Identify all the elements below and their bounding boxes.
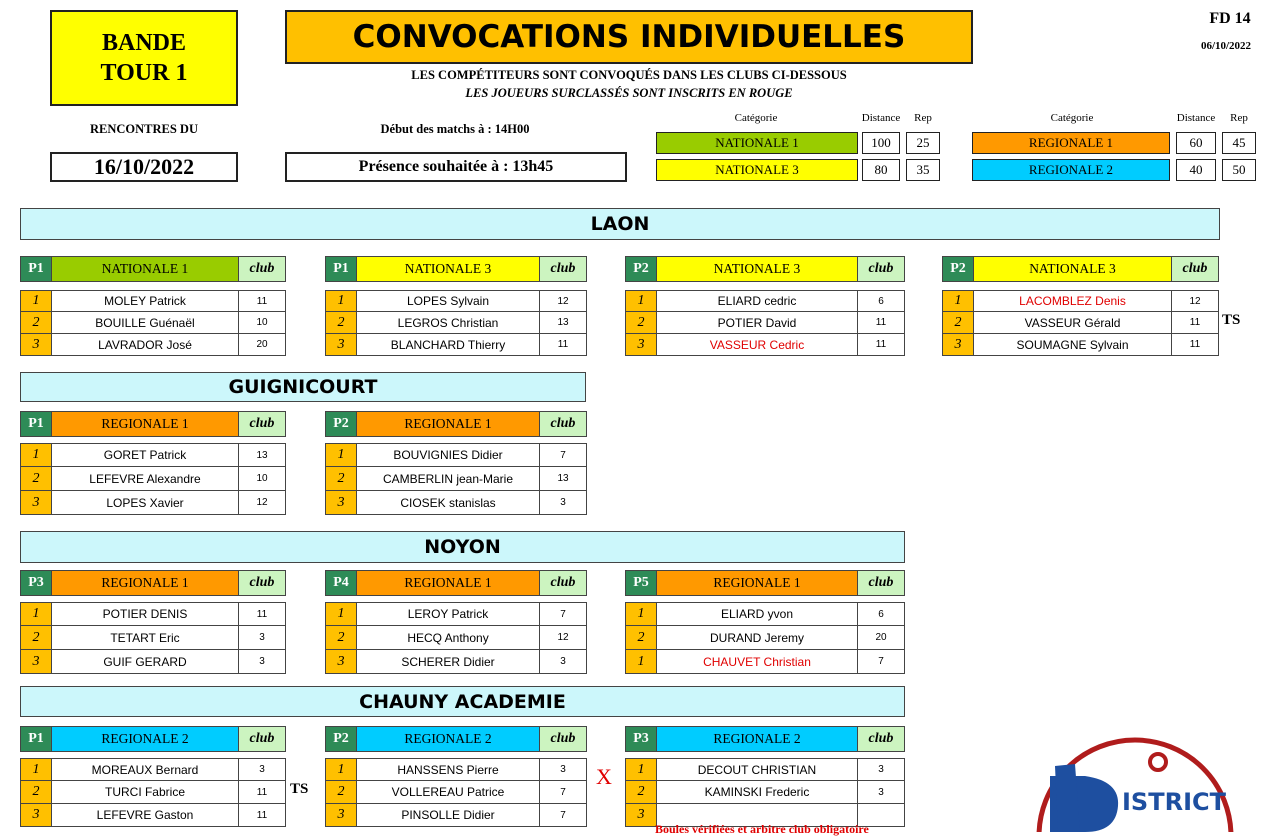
doc-date: 06/10/2022 [1200,40,1252,52]
player-rank: 2 [20,467,52,491]
poule-number: P1 [326,257,356,281]
poule-category: REGIONALE 1 [656,571,858,595]
player-rank: 1 [325,602,357,626]
player-row [625,312,905,334]
legend-header-distance: Distance [861,112,901,124]
player-club: 3 [238,650,286,674]
player-club: 11 [1171,334,1219,356]
poule-chauny-p1 [20,726,286,827]
player-name: CHAUVET Christian [657,650,857,674]
poule-category: NATIONALE 3 [656,257,858,281]
poule-header [325,726,587,752]
poule-header [625,256,905,282]
legend-regionale-1: REGIONALE 1 [972,132,1170,154]
player-row [20,443,286,467]
player-club: 7 [539,443,587,467]
poule-number: P5 [626,571,656,595]
player-club: 12 [539,626,587,650]
player-rank: 1 [20,290,52,312]
player-name: HECQ Anthony [357,626,539,650]
player-row [20,626,286,650]
player-row [625,334,905,356]
poule-category: NATIONALE 3 [973,257,1172,281]
player-rank: 3 [20,491,52,515]
poule-laon-p2-n3 [625,256,905,356]
legend-regionale-1-distance: 60 [1176,132,1216,154]
player-row [625,626,905,650]
player-row [325,626,587,650]
player-club: 10 [238,467,286,491]
subtitle-convocation: LES COMPÉTITEURS SONT CONVOQUÉS DANS LES CLUBS CI-DESSOUS [411,68,847,82]
legend-nationale-3-distance: 80 [862,159,900,181]
club-column-header: club [540,571,586,595]
player-row [325,467,587,491]
player-rank: 2 [625,626,657,650]
club-column-header: club [1172,257,1218,281]
player-rank: 3 [325,650,357,674]
player-row [325,758,587,781]
subtitle-surclasses: LES JOUEURS SURCLASSÉS SONT INSCRITS EN ROUGE [465,86,793,100]
player-rank: 3 [20,804,52,827]
player-rank: 1 [325,443,357,467]
player-rank: 2 [325,781,357,804]
player-row [20,758,286,781]
player-row [325,290,587,312]
player-rank: 3 [625,334,657,356]
player-club: 6 [857,602,905,626]
player-row [325,804,587,827]
player-rank: 2 [20,312,52,334]
poule-category: REGIONALE 1 [51,571,239,595]
player-row [625,758,905,781]
player-rank: 3 [325,491,357,515]
player-name: ELIARD cedric [657,290,857,312]
player-rank: 1 [20,758,52,781]
player-club: 11 [1171,312,1219,334]
legend-regionale-1-rep: 45 [1222,132,1256,154]
club-column-header: club [540,727,586,751]
player-rank: 1 [625,758,657,781]
club-column-header: club [540,412,586,436]
player-club: 7 [857,650,905,674]
player-club: 3 [539,491,587,515]
poule-header [20,256,286,282]
player-club: 11 [539,334,587,356]
player-rank: 2 [20,781,52,804]
poule-number: P4 [326,571,356,595]
tour-label: TOUR 1 [100,60,188,86]
venue-noyon: NOYON [20,531,905,563]
poule-guignicourt-p2 [325,411,587,515]
player-name: VOLLEREAU Patrice [357,781,539,804]
player-row [20,491,286,515]
player-name: CIOSEK stanislas [357,491,539,515]
poule-header [20,411,286,437]
player-club: 3 [539,650,587,674]
logo-text: ISTRICT [1122,788,1226,816]
player-row [625,290,905,312]
player-row [20,290,286,312]
player-rank: 1 [942,290,974,312]
bande-label: BANDE [101,30,186,56]
legend-regionale-2-rep: 50 [1222,159,1256,181]
player-rank: 1 [325,290,357,312]
debut-matchs: Début des matchs à : 14H00 [380,122,530,136]
player-name: ELIARD yvon [657,602,857,626]
player-rank: 2 [625,312,657,334]
rencontres-date: 16/10/2022 [50,152,238,182]
poule-number: P1 [21,727,51,751]
poule-category: REGIONALE 2 [51,727,239,751]
legend-nationale-3-rep: 35 [906,159,940,181]
poule-noyon-p4 [325,570,587,674]
poule-number: P1 [21,257,51,281]
venue-laon: LAON [20,208,1220,240]
player-rank: 2 [325,312,357,334]
player-rank: 2 [325,626,357,650]
player-name: LOPES Xavier [52,491,238,515]
player-row [942,312,1219,334]
player-row [325,650,587,674]
player-name: GORET Patrick [52,443,238,467]
player-club: 7 [539,781,587,804]
x-mark: X [596,764,612,789]
player-name: LEFEVRE Gaston [52,804,238,827]
player-club: 12 [1171,290,1219,312]
poule-chauny-p3 [625,726,905,827]
player-row [625,650,905,674]
club-column-header: club [239,257,285,281]
district-logo [1030,736,1240,832]
poule-category: REGIONALE 2 [656,727,858,751]
poule-number: P3 [626,727,656,751]
poule-noyon-p3 [20,570,286,674]
player-rank: 3 [625,804,657,827]
player-name: MOLEY Patrick [52,290,238,312]
legend-regionale-2: REGIONALE 2 [972,159,1170,181]
legend-nationale-3: NATIONALE 3 [656,159,858,181]
player-row [325,781,587,804]
page-title: CONVOCATIONS INDIVIDUELLES [285,10,973,64]
poule-number: P2 [626,257,656,281]
legend-nationale-1: NATIONALE 1 [656,132,858,154]
presence-souhaitee: Présence souhaitée à : 13h45 [285,152,627,182]
player-club: 10 [238,312,286,334]
player-rank: 1 [625,650,657,674]
player-club: 13 [539,312,587,334]
player-name: GUIF GERARD [52,650,238,674]
poule-header [20,726,286,752]
poule-category: REGIONALE 1 [51,412,239,436]
poule-number: P2 [326,412,356,436]
poule-noyon-p5 [625,570,905,674]
player-row [325,334,587,356]
player-row [20,334,286,356]
legend-header-distance-2: Distance [1176,112,1216,124]
player-name: LAVRADOR José [52,334,238,356]
player-club: 11 [857,334,905,356]
player-club: 13 [539,467,587,491]
player-club: 11 [238,804,286,827]
venue-chauny-academie: CHAUNY ACADEMIE [20,686,905,717]
poule-header [625,570,905,596]
poule-number: P2 [943,257,973,281]
club-column-header: club [858,257,904,281]
player-name: BOUVIGNIES Didier [357,443,539,467]
legend-nationale-1-rep: 25 [906,132,940,154]
player-club: 12 [539,290,587,312]
player-row [20,650,286,674]
player-row [625,602,905,626]
player-name: LEGROS Christian [357,312,539,334]
poule-header [942,256,1219,282]
player-rank: 1 [20,443,52,467]
player-club: 3 [539,758,587,781]
player-name: LEFEVRE Alexandre [52,467,238,491]
player-row [20,781,286,804]
poule-category: REGIONALE 2 [356,727,540,751]
player-name: MOREAUX Bernard [52,758,238,781]
poule-guignicourt-p1 [20,411,286,515]
ts-mark-chauny: TS [290,781,309,797]
player-name: CAMBERLIN jean-Marie [357,467,539,491]
player-rank: 3 [942,334,974,356]
bande-tour-box [50,10,238,106]
player-row [20,467,286,491]
player-rank: 2 [625,781,657,804]
poule-category: NATIONALE 3 [356,257,540,281]
poule-number: P3 [21,571,51,595]
player-row [325,491,587,515]
poule-category: REGIONALE 1 [356,412,540,436]
player-rank: 1 [325,758,357,781]
player-club: 11 [238,602,286,626]
player-name: POTIER David [657,312,857,334]
player-club: 3 [238,626,286,650]
player-row [20,804,286,827]
poule-laon-p2-n3-b [942,256,1219,356]
poule-header [325,570,587,596]
player-name: POTIER DENIS [52,602,238,626]
player-club: 11 [857,312,905,334]
player-name: SCHERER Didier [357,650,539,674]
player-name: BLANCHARD Thierry [357,334,539,356]
poule-category: NATIONALE 1 [51,257,239,281]
legend-header-rep: Rep [914,112,932,124]
poule-header [325,411,587,437]
player-row [942,290,1219,312]
player-club: 3 [238,758,286,781]
legend-regionale-2-distance: 40 [1176,159,1216,181]
poule-header [625,726,905,752]
club-column-header: club [858,571,904,595]
player-name: PINSOLLE Didier [357,804,539,827]
doc-code: FD 14 [1209,10,1251,27]
player-rank: 1 [20,602,52,626]
player-name: KAMINSKI Frederic [657,781,857,804]
player-rank: 3 [20,650,52,674]
poule-laon-p1-n1 [20,256,286,356]
player-name: TETART Eric [52,626,238,650]
player-rank: 1 [625,602,657,626]
poule-laon-p1-n3 [325,256,587,356]
player-name: DECOUT CHRISTIAN [657,758,857,781]
player-club: 12 [238,491,286,515]
venue-guignicourt: GUIGNICOURT [20,372,586,402]
player-name: LEROY Patrick [357,602,539,626]
club-column-header: club [858,727,904,751]
player-name: VASSEUR Gérald [974,312,1171,334]
legend-nationale-1-distance: 100 [862,132,900,154]
player-rank: 2 [20,626,52,650]
player-club: 13 [238,443,286,467]
club-column-header: club [239,412,285,436]
player-row [20,602,286,626]
player-row [325,443,587,467]
player-club: 20 [238,334,286,356]
player-name: LOPES Sylvain [357,290,539,312]
legend-header-categorie: Catégorie [734,112,778,124]
player-row [625,781,905,804]
player-club: 3 [857,781,905,804]
ts-mark-laon: TS [1222,312,1241,328]
player-club: 3 [857,758,905,781]
player-row [20,312,286,334]
poule-number: P1 [21,412,51,436]
player-name: SOUMAGNE Sylvain [974,334,1171,356]
legend-header-rep-2: Rep [1230,112,1248,124]
poule-header [20,570,286,596]
player-name: HANSSENS Pierre [357,758,539,781]
player-club: 11 [238,781,286,804]
club-column-header: club [540,257,586,281]
player-club: 7 [539,804,587,827]
player-club: 6 [857,290,905,312]
club-column-header: club [239,571,285,595]
player-name: BOUILLE Guénaël [52,312,238,334]
player-rank: 3 [325,334,357,356]
footer-note: Boules vérifiées et arbitre club obligatoire [655,822,869,836]
club-column-header: club [239,727,285,751]
player-row [942,334,1219,356]
player-club: 20 [857,626,905,650]
player-club: 7 [539,602,587,626]
player-name: VASSEUR Cedric [657,334,857,356]
poule-number: P2 [326,727,356,751]
legend-header-categorie-2: Catégorie [1050,112,1094,124]
player-rank: 3 [20,334,52,356]
player-rank: 1 [625,290,657,312]
player-row [325,312,587,334]
player-rank: 2 [942,312,974,334]
player-name: TURCI Fabrice [52,781,238,804]
player-name: DURAND Jeremy [657,626,857,650]
player-rank: 2 [325,467,357,491]
player-rank: 3 [325,804,357,827]
player-row [325,602,587,626]
player-name: LACOMBLEZ Denis [974,290,1171,312]
rencontres-label: RENCONTRES DU [89,122,198,136]
poule-chauny-p2 [325,726,587,827]
poule-category: REGIONALE 1 [356,571,540,595]
player-club: 11 [238,290,286,312]
poule-header [325,256,587,282]
